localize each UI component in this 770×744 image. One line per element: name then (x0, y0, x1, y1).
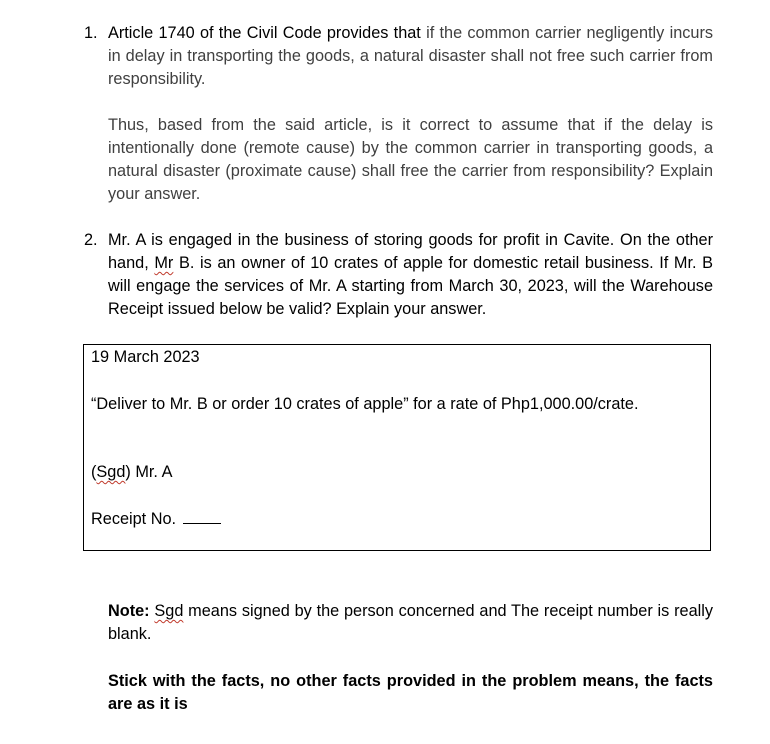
warehouse-receipt-box (83, 344, 711, 551)
spellcheck-sgd: Sgd (96, 463, 126, 481)
question-2-rest (84, 252, 713, 321)
receipt-date: 19 March 2023 (91, 348, 200, 366)
receipt-number-blank (183, 523, 221, 524)
note-paragraph (108, 600, 713, 646)
note-text: means signed by the person concerned and The receipt number is really blank. (108, 602, 713, 643)
question-1-first-line (84, 22, 713, 45)
question-2-before-mr: hand, (108, 254, 155, 272)
receipt-signature (91, 461, 172, 484)
question-2-number: 2. (84, 231, 98, 249)
spellcheck-note-sgd: Sgd (154, 602, 184, 620)
question-2-line-1: Mr. A is engaged in the business of storing goods for profit in Cavite. On the other (108, 231, 713, 249)
question-1-number: 1. (84, 24, 98, 42)
receipt-number (91, 508, 221, 531)
spellcheck-mr: Mr (154, 254, 174, 272)
question-1-quote-start: if the common carrier negligently incurs (426, 24, 714, 42)
receipt-number-label: Receipt No. (91, 510, 177, 528)
receipt-deliver-text: “Deliver to Mr. B or order 10 crates of apple” for a rate of Php1,000.00/crate. (91, 395, 639, 413)
question-2-after-mr: B. is an owner of 10 crates of apple for domestic retail business. If Mr. B will engage the services of Mr. A starting from March 30, 2023, will the Warehouse Receipt issued below be valid? Explain your answer. (108, 254, 713, 318)
sgd-close: ) Mr. A (125, 463, 173, 481)
question-1 (84, 22, 713, 206)
question-2-first-line (84, 229, 713, 252)
sgd-open: ( (91, 463, 97, 481)
question-1-paragraph-2: Thus, based from the said article, is it correct to assume that if the delay is intentionally done (remote cause) by the common carrier in transporting goods, a natural disaster (proximate cause) shall free the carrier from responsibility? Explain your answer. (108, 116, 713, 203)
note-label: Note: (108, 602, 150, 620)
stick-with-facts-note: Stick with the facts, no other facts provided in the problem means, the facts are as it is (108, 672, 713, 713)
question-1-quote-rest: in delay in transporting the goods, a natural disaster shall not free such carrier from responsibility. (108, 47, 713, 88)
question-2 (84, 229, 713, 321)
question-1-first-line-text (108, 22, 713, 45)
question-1-intro: Article 1740 of the Civil Code provides that (108, 24, 421, 42)
